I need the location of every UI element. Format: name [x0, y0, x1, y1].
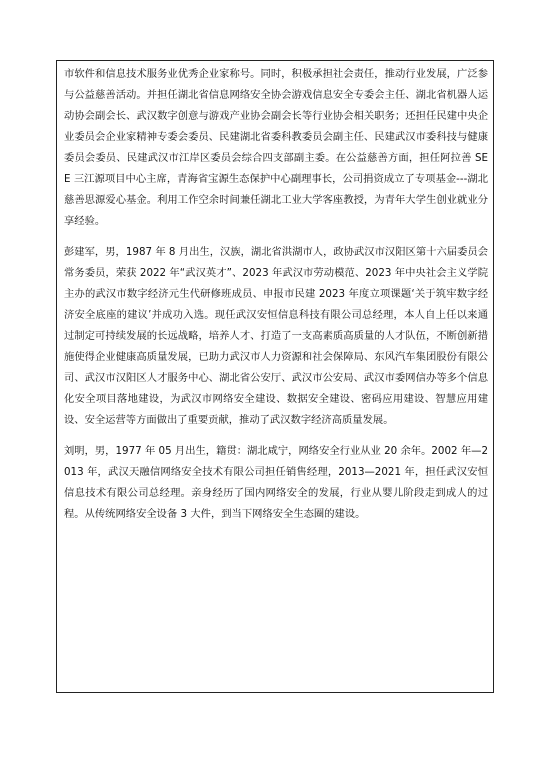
paragraph-company-founder: 市软件和信息技术服务业优秀企业家称号。同时，积极承担社会责任，推动行业发展，广泛参与公益慈善活动。并担任湖北省信息网络安全协会游戏信息安全专委会主任、湖北省机器人运动协会副会长、武汉数字创意与游戏产业协会副会长等行业协会相关职务；还担任民建中央企业委员会企业家精神专委会委员、民建湖北省委科教委员会副主任、民建武汉市委科技与健康委员会委员、民建武汉市江岸区委员会综合四支部副主委。在公益慈善方面，担任阿拉善 SEE 三江源项目中心主席，青海省宝源生态保护中心副理事长，公司捐资成立了专项基金---湖北慈善思源爱心基金。利用工作空余时间兼任湖北工业大学客座教授，为青年大学生创业就业分享经验。 [64, 68, 488, 227]
paragraph-liu-ming: 刘明，男，1977 年 05 月出生，籍贯：湖北咸宁，网络安全行业从业 20 余年。2002 年—2013 年，武汉天融信网络安全技术有限公司担任销售经理，2013—2021 年，担任武汉安恒信息技术有限公司总经理。亲身经历了国内网络安全的发展，行业从婴儿阶段走到成人的过程。从传统网络安全设备 3 大件，到当下网络安全生态圈的建设。 [64, 445, 489, 520]
document-body [64, 64, 488, 525]
paragraph-peng-jianjun: 彭建军，男，1987 年 8 月出生，汉族，湖北省洪湖市人，政协武汉市汉阳区第十六届委员会常务委员，荣获 2022 年“武汉英才”、2023 年武汉市劳动模范、2023 年中央社会主义学院主办的武汉市数字经济元生代研修班成员、申报市民建 2023 年度立项课题‘关于筑牢数字经济安全底座的建议’并成功入选。现任武汉安恒信息科技有限公司总经理，本人自上任以来通过制定可持续发展的长远战略，培养人才、打造了一支高素质高质量的人才队伍，不断创新措施使得企业健康高质量发展，已助力武汉市人力资源和社会保障局、东风汽车集团股份有限公司、武汉市汉阳区人才服务中心、湖北省公安厅、武汉市公安局、武汉市委网信办等多个信息化安全项目落地建设，为武汉市网络安全建设、数据安全建设、密码应用建设、智慧应用建设、安全运营等方面做出了重要贡献，推动了武汉数字经济高质量发展。 [64, 246, 488, 426]
